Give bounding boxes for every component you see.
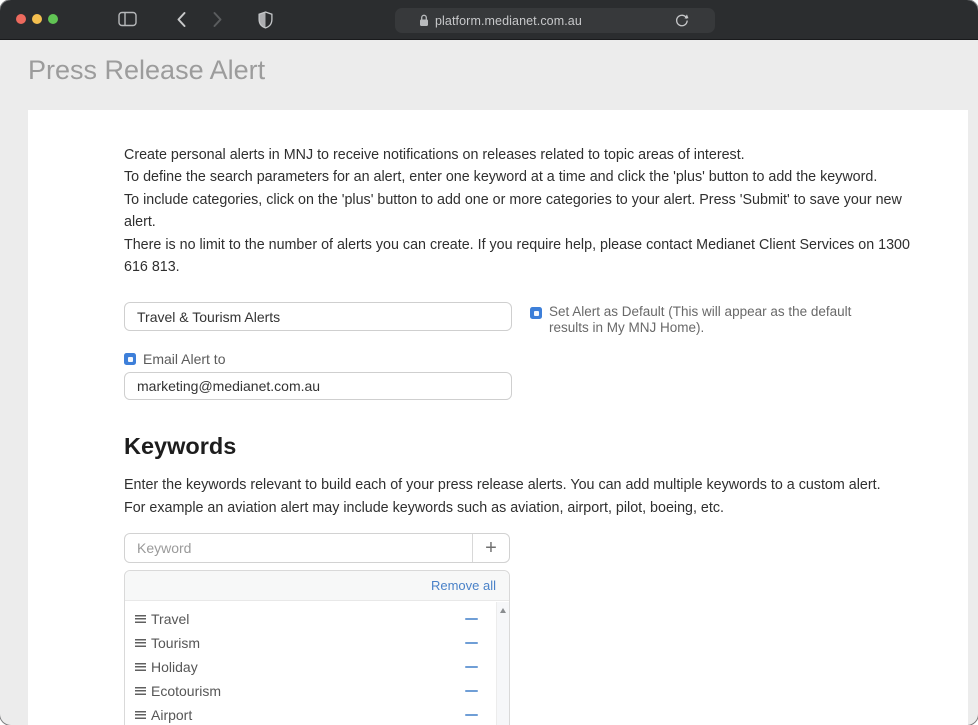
intro-line: To define the search parameters for an alert, enter one keyword at a time and click the 'plus' button to add the keyword.: [124, 169, 878, 186]
email-alert-label: Email Alert to: [143, 351, 226, 367]
keywords-heading: Keywords: [124, 433, 237, 459]
reload-icon: [674, 13, 689, 28]
privacy-shield-icon[interactable]: [258, 11, 273, 34]
content-card: [28, 110, 968, 725]
remove-keyword-button[interactable]: [465, 666, 478, 669]
drag-handle-icon[interactable]: [135, 663, 146, 671]
keyword-label: Tourism: [151, 635, 201, 651]
keyword-label: Travel: [151, 611, 190, 627]
keyword-row: [125, 607, 496, 631]
keywords-panel-header: [125, 571, 509, 601]
checkbox-check-icon: [128, 357, 133, 362]
traffic-lights: [16, 14, 58, 24]
keyword-label: Ecotourism: [151, 683, 222, 699]
close-window-button[interactable]: [16, 14, 26, 24]
checkbox-check-icon: [534, 311, 539, 316]
keyword-row: [125, 655, 496, 679]
keyword-input[interactable]: [125, 534, 472, 562]
back-button[interactable]: [176, 11, 187, 28]
page-title: Press Release Alert: [28, 55, 266, 85]
keywords-description: [124, 474, 924, 519]
email-address-input[interactable]: [124, 372, 512, 400]
email-alert-checkbox[interactable]: [124, 353, 136, 365]
keyword-input-group: [124, 533, 510, 563]
keyword-list: [125, 602, 496, 725]
remove-keyword-button[interactable]: [465, 618, 478, 621]
sidebar-icon: [118, 11, 137, 27]
intro-line: To include categories, click on the 'plus' button to add one or more categories to your alert. Press 'Submit' to save your new alert.: [124, 191, 902, 231]
keyword-row: [125, 703, 496, 725]
drag-handle-icon[interactable]: [135, 639, 146, 647]
keyword-label: Holiday: [151, 659, 198, 675]
keyword-label: Airport: [151, 707, 193, 723]
keyword-row: [125, 679, 496, 703]
keywords-panel: [124, 570, 510, 725]
intro-line: There is no limit to the number of alerts you can create. If you require help, please contact Medianet Client Services on 1300 616 813.: [124, 236, 910, 276]
intro-line: Create personal alerts in MNJ to receive notifications on releases related to topic areas of interest.: [124, 147, 745, 163]
intro-text: [124, 144, 919, 278]
chevron-right-icon: [212, 11, 223, 28]
set-default-checkbox[interactable]: [530, 307, 542, 319]
add-keyword-button[interactable]: +: [472, 534, 509, 562]
keywords-description-line: Enter the keywords relevant to build each of your press release alerts. You can add multiple keywords to a custom alert.: [124, 477, 881, 493]
keyword-row: [125, 631, 496, 655]
browser-chrome: [0, 0, 978, 40]
drag-handle-icon[interactable]: [135, 687, 146, 695]
forward-button[interactable]: [212, 11, 223, 28]
remove-keyword-button[interactable]: [465, 714, 478, 717]
drag-handle-icon[interactable]: [135, 711, 146, 719]
minimize-window-button[interactable]: [32, 14, 42, 24]
zoom-window-button[interactable]: [48, 14, 58, 24]
keywords-description-line: For example an aviation alert may include keywords such as aviation, airport, pilot, boeing, etc.: [124, 499, 724, 516]
alert-name-input[interactable]: [124, 302, 512, 331]
url-text: platform.medianet.com.au: [435, 13, 582, 28]
lock-icon: [419, 14, 429, 27]
remove-keyword-button[interactable]: [465, 642, 478, 645]
drag-handle-icon[interactable]: [135, 615, 146, 623]
reload-button[interactable]: [674, 13, 689, 33]
remove-keyword-button[interactable]: [465, 690, 478, 693]
chevron-left-icon: [176, 11, 187, 28]
sidebar-toggle-button[interactable]: [118, 11, 137, 27]
address-bar[interactable]: [395, 8, 715, 33]
scroll-up-icon[interactable]: [500, 608, 506, 613]
keyword-list-scrollbar[interactable]: [496, 602, 509, 725]
set-default-label: Set Alert as Default (This will appear as the default results in My MNJ Home).: [549, 304, 852, 335]
remove-all-link[interactable]: Remove all: [430, 578, 496, 593]
